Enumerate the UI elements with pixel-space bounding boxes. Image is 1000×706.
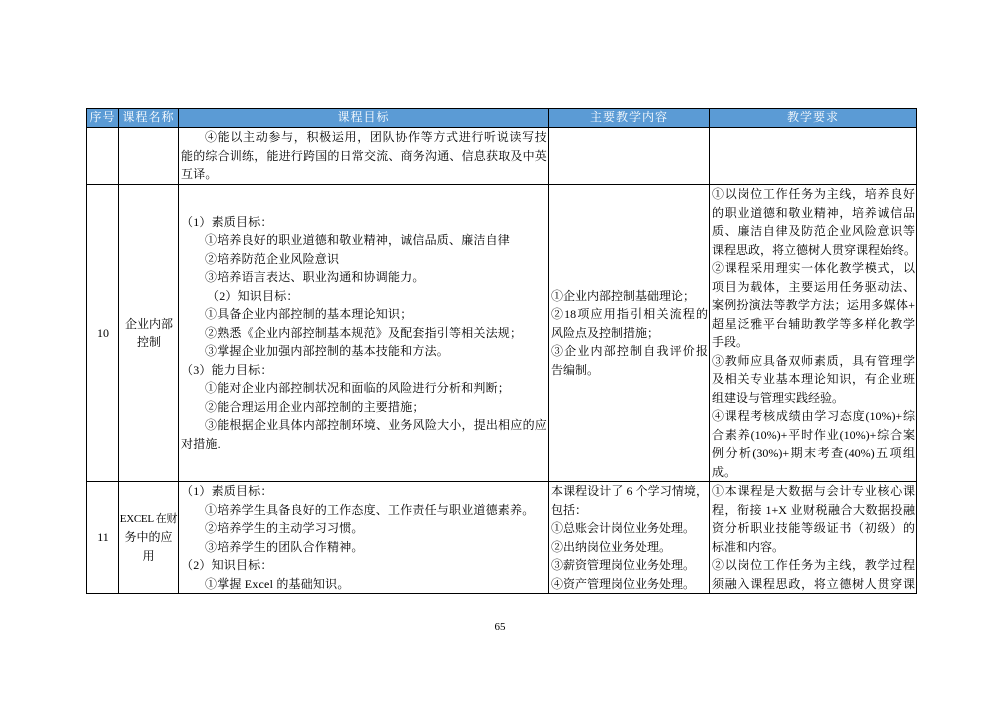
- header-goals: 课程目标: [179, 109, 549, 128]
- requirement-line: ③教师应具备双师素质，具有管理学: [712, 353, 915, 368]
- header-requirements: 教学要求: [710, 109, 917, 128]
- cell-content: [549, 185, 710, 482]
- content-line: ④资产管理岗位业务处理。: [551, 576, 696, 591]
- requirement-line: 质、廉洁自律及防范企业风险意识等: [712, 224, 915, 238]
- requirement-line: ①本课程是大数据与会计专业核心课: [712, 484, 915, 498]
- goal-line: 互译。: [181, 167, 218, 181]
- goal-line: （2）知识目标：: [207, 288, 299, 303]
- goal-line: （1）素质目标：: [181, 484, 273, 498]
- header-no: 序号: [87, 109, 119, 128]
- table-row: [87, 128, 917, 185]
- requirement-line: 须融入课程思政，将立德树人贯穿课: [712, 576, 915, 591]
- requirement-line: 超星泛雅平台辅助教学等多样化教学: [712, 316, 915, 331]
- cell-no: 11: [87, 482, 119, 594]
- requirement-line: 组建设与管理实践经验。: [712, 390, 845, 405]
- requirement-line: 合素养(10%)+平时作业(10%)+综合案: [712, 427, 915, 442]
- goal-line: ②熟悉《企业内部控制基本规范》及配套指引等相关法规；: [205, 325, 523, 340]
- content-line: 风险点及控制措施；: [551, 325, 660, 340]
- page-number: 65: [494, 621, 506, 633]
- goal-line: ①能对企业内部控制状况和面临的风险进行分析和判断；: [205, 381, 511, 396]
- requirement-line: 手段。: [712, 335, 749, 349]
- cell-goals: [179, 128, 549, 185]
- content-line: ③企业内部控制自我评价报: [551, 344, 708, 359]
- cell-requirements: [710, 482, 917, 594]
- requirement-line: 的职业道德和敬业精神，培养诚信品: [712, 205, 915, 220]
- requirement-line: 例分析(30%)+期末考查(40%)五项组: [712, 446, 915, 460]
- goal-line: 对措施.: [181, 436, 221, 451]
- content-line: 本课程设计了 6 个学习情境，: [551, 484, 708, 498]
- header-course-name: 课程名称: [119, 109, 179, 128]
- goal-line: ③培养学生的团队合作精神。: [205, 539, 364, 554]
- goal-line: ③培养语言表达、职业沟通和协调能力。: [205, 270, 425, 285]
- content-line: ②18项应用指引相关流程的: [551, 307, 708, 322]
- requirement-line: 案例扮演法等教学方法；运用多媒体+: [712, 298, 915, 312]
- requirement-line: ①以岗位工作任务为主线，培养良好: [712, 187, 915, 201]
- course-name-line: 用: [142, 548, 155, 563]
- goal-line: ②培养学生的主动学习习惯。: [205, 521, 364, 535]
- goal-line: ②能合理运用企业内部控制的主要措施；: [205, 399, 425, 414]
- goal-line: 能的综合训练，能进行跨国的日常交流、商务沟通、信息获取及中英: [181, 148, 548, 163]
- goal-line: ①掌握 Excel 的基础知识。: [205, 576, 350, 591]
- requirement-line: ②以岗位工作任务为主线，教学过程: [712, 558, 915, 572]
- goal-line: ①培养学生具备良好的工作态度、工作责任与职业道德素养。: [205, 502, 535, 517]
- cell-no: 10: [87, 185, 119, 482]
- course-name-line: EXCEL 在财: [119, 512, 178, 525]
- goal-line: （2）知识目标：: [181, 558, 273, 572]
- cell-no: [87, 128, 119, 185]
- content-line: 包括：: [551, 502, 588, 517]
- course-name-line: 务中的应: [124, 530, 173, 545]
- requirement-line: ②课程采用理实一体化教学模式，以: [712, 261, 915, 275]
- cell-content: [549, 128, 710, 185]
- goal-line: ②培养防范企业风险意识: [205, 251, 340, 266]
- table-row: [87, 185, 917, 482]
- content-line: ③薪资管理岗位业务处理。: [551, 558, 696, 572]
- requirement-line: 及相关专业基本理论知识，有企业班: [712, 372, 915, 386]
- cell-requirements: [710, 185, 917, 482]
- requirement-line: 标准和内容。: [712, 539, 785, 554]
- requirement-line: 资分析职业技能等级证书（初级）的: [712, 521, 915, 535]
- goal-line: （1）素质目标：: [181, 214, 273, 229]
- cell-course-name: [119, 128, 179, 185]
- cell-goals: [179, 185, 549, 482]
- goal-line: ③能根据企业具体内部控制环境、业务风险大小，提出相应的应: [205, 418, 547, 433]
- content-line: ②出纳岗位业务处理。: [551, 539, 672, 554]
- goal-line: ①培养良好的职业道德和敬业精神，诚信品质、廉洁自律: [205, 233, 511, 248]
- goal-line: （3）能力目标：: [181, 362, 273, 377]
- requirement-line: ④课程考核成绩由学习态度(10%)+综: [712, 409, 915, 423]
- content-line: ①企业内部控制基础理论；: [551, 288, 696, 303]
- goal-line: ④能以主动参与，积极运用，团队协作等方式进行听说读写技: [205, 130, 547, 144]
- course-name-line: 控制: [136, 335, 161, 349]
- cell-course-name: [119, 482, 179, 594]
- requirement-line: 项目为载体，主要运用任务驱动法、: [712, 279, 915, 294]
- curriculum-table: [86, 108, 917, 594]
- cell-content: [549, 482, 710, 594]
- table-row: [87, 482, 917, 594]
- content-line: ①总账会计岗位业务处理。: [551, 521, 696, 535]
- requirement-line: 成。: [712, 464, 737, 479]
- goal-line: ③掌握企业加强内部控制的基本技能和方法。: [205, 344, 450, 359]
- goal-line: ①具备企业内部控制的基本理论知识；: [205, 307, 413, 322]
- cell-requirements: [710, 128, 917, 185]
- requirement-line: 程，衔接 1+X 业财税融合大数据投融: [712, 502, 915, 517]
- course-name-line: 企业内部: [124, 316, 173, 331]
- header-content: 主要教学内容: [549, 109, 710, 128]
- content-line: 告编制。: [551, 362, 600, 377]
- cell-course-name: [119, 185, 179, 482]
- header-row: [87, 109, 917, 128]
- requirement-line: 课程思政，将立德树人贯穿课程始终。: [712, 242, 917, 257]
- cell-goals: [179, 482, 549, 594]
